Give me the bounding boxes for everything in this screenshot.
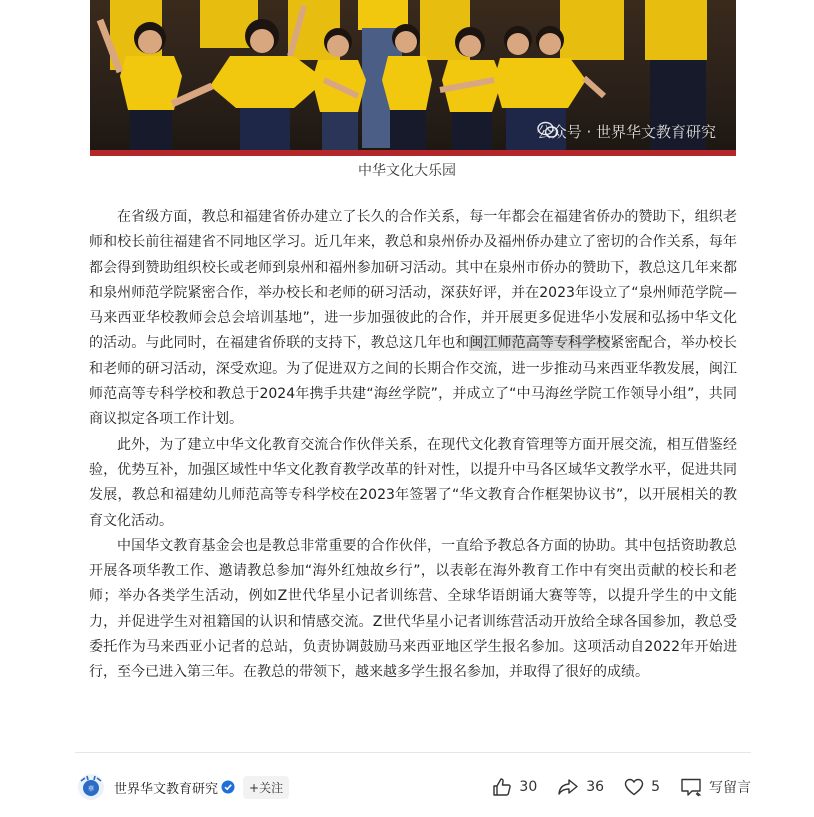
share-icon [557,777,579,797]
thumbs-up-icon [492,777,512,797]
image-caption: 中华文化大乐园 [358,163,456,179]
watermark-text: 公众号 · 世界华文教育研究 [536,123,716,141]
like-button[interactable] [492,777,537,797]
wechat-icon [537,121,559,139]
article-photo [90,0,736,156]
share-count: 36 [586,779,605,795]
paragraph-partnership: 此外，为了建立中华文化教育交流合作伙伴关系，在现代文化教育管理等方面开展交流，相互借鉴经验，优势互补，加强区域性中华文化教育教学改革的针对性，以提升中马各区域华文教学水平，促进共同发展，教总和福建幼儿师范高等专科学校在2023年签署了“华文教育合作框架协议书”，以开展相关的教育文化活动。 [89,436,737,529]
comment-label: 写留言 [709,780,751,796]
follow-button[interactable]: +关注 [243,776,289,799]
article-footer [75,770,751,804]
paragraph-text: 在省级方面，教总和福建省侨办建立了长久的合作关系，每一年都会在福建省侨办的赞助下，组织老师和校长前往福建省不同地区学习。近几年来，教总和泉州侨办及福州侨办建立了密切的合作关系，每年都会得到赞助组织校长或老师到泉州和福州参加研习活动。其中在泉州市侨办的赞助下，教总这几年来都和泉州师范学院紧密合作，举办校长和老师的研习活动，深获好评，并在2023年设立了“泉州师范学院—马来西亚华校教师会总会培训基地”，进一步加强彼此的合作，并开展更多促进华小发展和弘扬中华文化的活动。与此同时，在福建省侨联的支持下，教总这几年也和 [89,209,737,352]
account-name[interactable]: 世界华文教育研究 [114,781,219,797]
comment-button[interactable] [680,777,751,797]
paragraph-provincial-cooperation [89,205,737,433]
article-body [89,205,737,686]
favorite-button[interactable] [624,778,660,796]
share-button[interactable] [557,777,604,797]
footer-divider [75,752,751,753]
paragraph-text: 紧密配合，举办校长和老师的研习活动，深受欢迎。为了促进双方之间的长期合作交流，进一步推动马来西亚华教发展，闽江师范高等专科学校和教总于2024年携手共建“海丝学院”，并成立了“中马海丝学院工作领导小组”，共同商议拟定各项工作计划。 [89,335,738,428]
comment-icon [680,777,702,797]
svg-text:華: 華 [87,786,95,793]
paragraph-foundation: 中国华文教育基金会也是教总非常重要的合作伙伴，一直给予教总各方面的协助。其中包括资助教总开展各项华教工作、邀请教总参加“海外红烛故乡行”，以表彰在海外教育工作中有突出贡献的校长和老师；举办各类学生活动，例如Z世代华星小记者训练营、全球华语朗诵大赛等等，以提升学生的中文能力，并促进学生对祖籍国的认识和情感交流。Z世代华星小记者训练营活动开放给全球各国参加，教总受委托作为马来西亚小记者的总站，负责协调鼓励马来西亚地区学生报名参加。这项活动自2022年开始进行，至今已进入第三年。在教总的带领下，越来越多学生报名参加，并取得了很好的成绩。 [89,537,737,681]
favorite-count: 5 [651,779,660,795]
stage-edge [90,150,736,156]
verified-icon [221,780,235,794]
engagement-actions [472,777,751,797]
watermark [537,121,716,142]
highlighted-text[interactable]: 闽江师范高等专科学校 [469,335,611,352]
heart-icon [624,778,644,796]
like-count: 30 [519,779,538,795]
account-avatar[interactable] [77,773,105,801]
